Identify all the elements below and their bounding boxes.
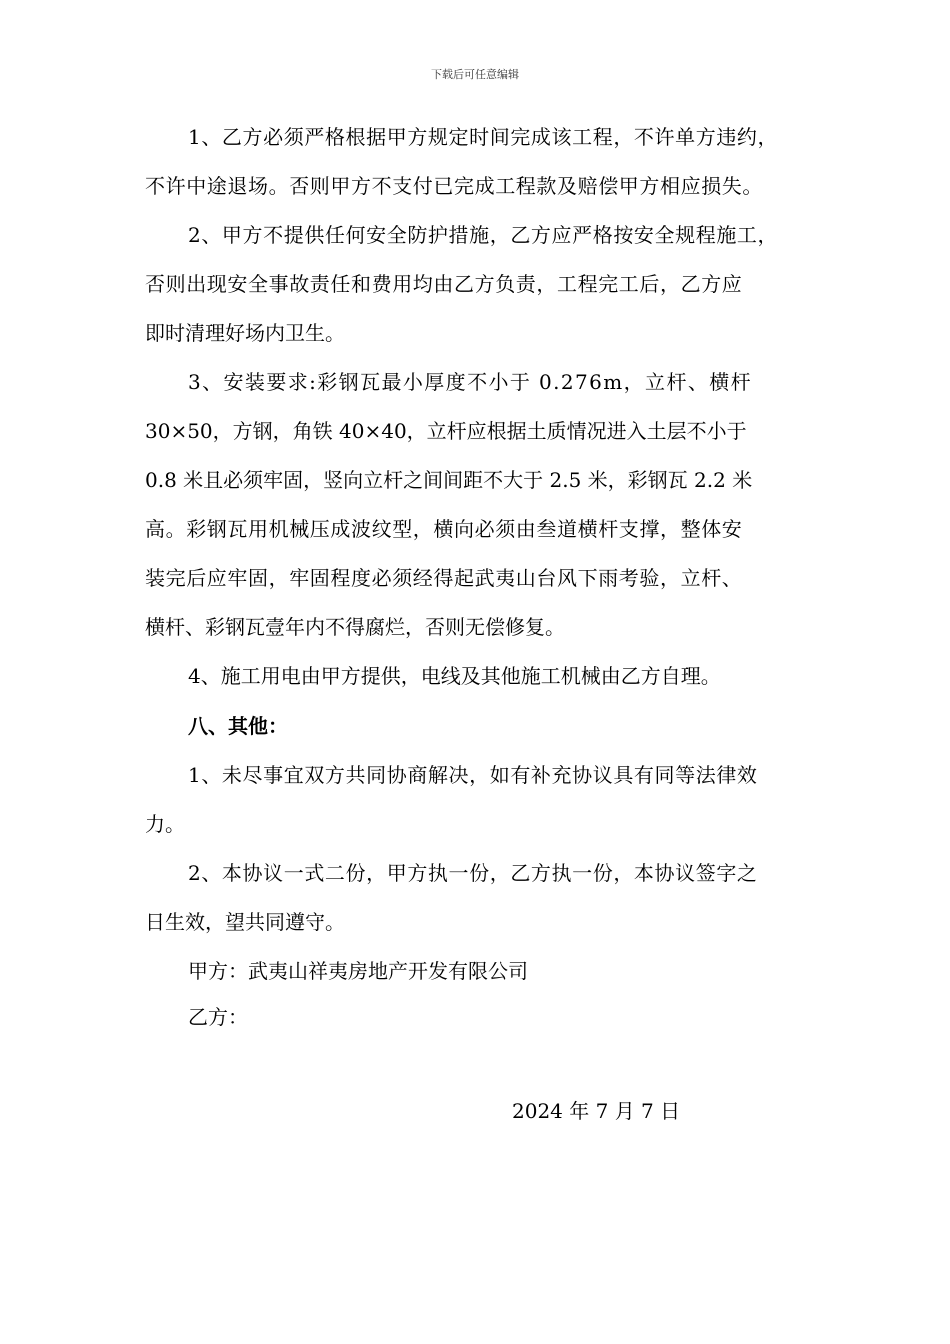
- section-heading-other: 八、其他：: [188, 714, 288, 738]
- clause-2-line-1: 2、甲方不提供任何安全防护措施，乙方应严格按安全规程施工，: [188, 223, 779, 247]
- other-clause-2-line-2: 日生效，望共同遵守。: [145, 910, 345, 934]
- clause-1-line-1: 1、乙方必须严格根据甲方规定时间完成该工程，不许单方违约，: [188, 125, 779, 149]
- clause-3-line-2: 30×50，方钢，角铁 40×40，立杆应根据土质情况进入土层不小于: [145, 419, 747, 443]
- other-clause-1-line-1: 1、未尽事宜双方共同协商解决，如有补充协议具有同等法律效: [188, 763, 758, 787]
- clause-3-line-5: 装完后应牢固，牢固程度必须经得起武夷山台风下雨考验，立杆、: [145, 566, 743, 590]
- clause-3-line-3: 0.8 米且必须牢固，竖向立杆之间间距不大于 2.5 米，彩钢瓦 2.2 米: [145, 468, 753, 492]
- party-a-signature-line: 甲方：武夷山祥夷房地产开发有限公司: [188, 959, 528, 983]
- other-clause-2-line-1: 2、本协议一式二份，甲方执一份，乙方执一份，本协议签字之: [188, 861, 758, 885]
- clause-3-line-6: 横杆、彩钢瓦壹年内不得腐烂，否则无偿修复。: [145, 615, 565, 639]
- clause-3-line-4: 高。彩钢瓦用机械压成波纹型，横向必须由叁道横杆支撑，整体安: [145, 517, 743, 541]
- clause-4: 4、施工用电由甲方提供，电线及其他施工机械由乙方自理。: [188, 664, 721, 688]
- other-clause-1-line-2: 力。: [145, 812, 185, 836]
- signing-date: 2024 年 7 月 7 日: [512, 1099, 681, 1123]
- clause-1-line-2: 不许中途退场。否则甲方不支付已完成工程款及赔偿甲方相应损失。: [145, 174, 763, 198]
- clause-2-line-3: 即时清理好场内卫生。: [145, 321, 345, 345]
- party-b-signature-line: 乙方：: [188, 1005, 248, 1029]
- clause-2-line-2: 否则出现安全事故责任和费用均由乙方负责，工程完工后，乙方应: [145, 272, 743, 296]
- page-header: 下载后可任意编辑: [431, 68, 519, 81]
- clause-3-line-1: 3、安装要求:彩钢瓦最小厚度不小于 0.276m，立杆、横杆: [188, 370, 753, 394]
